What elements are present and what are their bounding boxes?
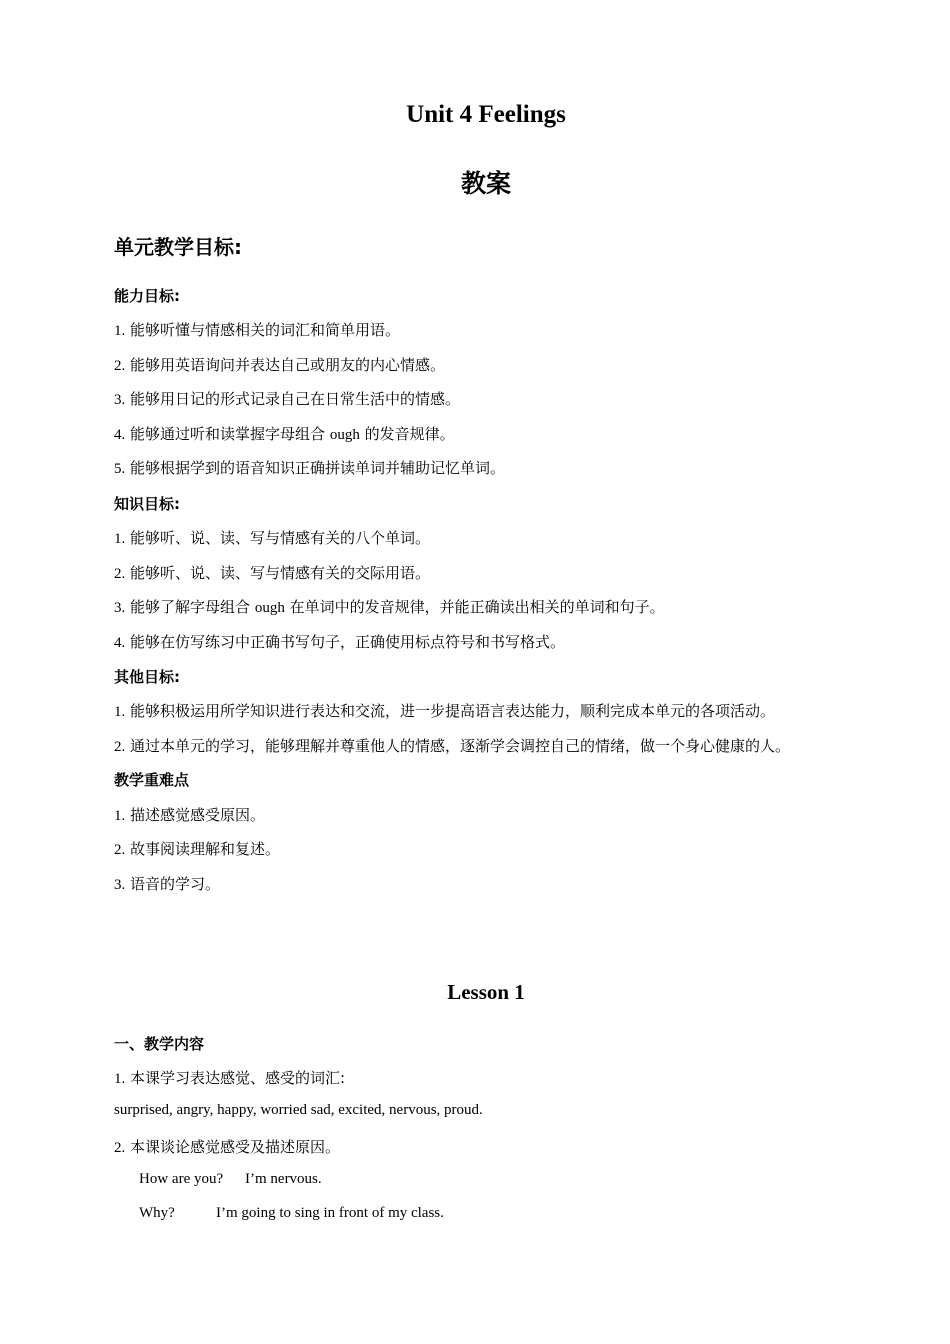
other-goals-heading: 其他目标: bbox=[114, 668, 180, 686]
ability-goal-item: 4. 能够通过听和读掌握字母组合 ough 的发音规律。 bbox=[114, 425, 455, 443]
dialogue-line bbox=[139, 1205, 444, 1222]
vocabulary-list: surprised, angry, happy, worried sad, excited, nervous, proud. bbox=[114, 1102, 483, 1118]
key-point-item: 1. 描述感觉感受原因。 bbox=[114, 806, 266, 824]
key-point-item: 2. 故事阅读理解和复述。 bbox=[114, 840, 281, 858]
ability-goal-item: 2. 能够用英语询问并表达自己或朋友的内心情感。 bbox=[114, 356, 446, 374]
ability-goals-heading: 能力目标: bbox=[114, 287, 180, 305]
ability-goal-item: 5. 能够根据学到的语音知识正确拼读单词并辅助记忆单词。 bbox=[114, 459, 506, 477]
dialogue-answer: I’m going to sing in front of my class. bbox=[216, 1205, 444, 1221]
other-goal-item: 2. 通过本单元的学习，能够理解并尊重他人的情感，逐渐学会调控自己的情绪，做一个身心健康的人。 bbox=[114, 737, 791, 755]
lesson-content-item: 1. 本课学习表达感觉、感受的词汇: bbox=[114, 1069, 346, 1087]
dialogue-question: How are you? bbox=[139, 1171, 224, 1187]
teaching-content-heading: 一、教学内容 bbox=[114, 1035, 205, 1053]
other-goal-item: 1. 能够积极运用所学知识进行表达和交流，进一步提高语言表达能力，顺利完成本单元的各项活动。 bbox=[114, 702, 776, 720]
knowledge-goal-item: 3. 能够了解字母组合 ough 在单词中的发音规律，并能正确读出相关的单词和句子。 bbox=[114, 598, 665, 616]
dialogue-question: Why? bbox=[139, 1205, 175, 1221]
dialogue-answer: I’m nervous. bbox=[245, 1171, 322, 1187]
lesson-content-item: 2. 本课谈论感觉感受及描述原因。 bbox=[114, 1138, 341, 1156]
ability-goal-item: 1. 能够听懂与情感相关的词汇和简单用语。 bbox=[114, 321, 401, 339]
dialogue-line bbox=[139, 1171, 322, 1188]
document-title: Unit 4 Feelings bbox=[406, 101, 566, 128]
key-point-item: 3. 语音的学习。 bbox=[114, 875, 221, 893]
knowledge-goals-heading: 知识目标: bbox=[114, 495, 180, 513]
knowledge-goal-item: 4. 能够在仿写练习中正确书写句子，正确使用标点符号和书写格式。 bbox=[114, 633, 566, 651]
unit-goals-heading: 单元教学目标: bbox=[114, 235, 242, 259]
knowledge-goal-item: 1. 能够听、说、读、写与情感有关的八个单词。 bbox=[114, 529, 431, 547]
lesson-title: Lesson 1 bbox=[447, 980, 525, 1004]
key-points-heading: 教学重难点 bbox=[114, 771, 190, 789]
knowledge-goal-item: 2. 能够听、说、读、写与情感有关的交际用语。 bbox=[114, 564, 431, 582]
ability-goal-item: 3. 能够用日记的形式记录自己在日常生活中的情感。 bbox=[114, 390, 461, 408]
document-subtitle: 教案 bbox=[460, 169, 511, 198]
